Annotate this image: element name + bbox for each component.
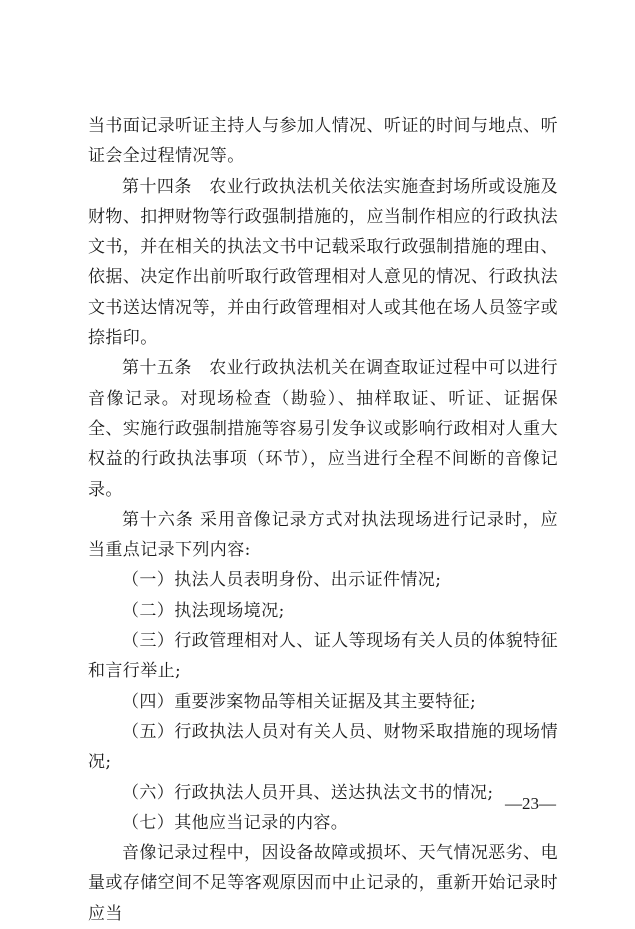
paragraph-article-14: 第十四条 农业行政执法机关依法实施查封场所或设施及财物、扣押财物等行政强制措施的，应当制作相应的行政执法文书，并在相关的执法文书中记载采取行政强制措施的理由、依据、决定作出前听取行政管理相对人意见的情况、行政执法文书送达情况等，并由行政管理相对人或其他在场人员签字或捺指印。 [88, 176, 558, 349]
paragraph-article-16: 第十六条 采用音像记录方式对执法现场进行记录时，应当重点记录下列内容: [88, 509, 558, 561]
list-item-4: （四）重要涉案物品等相关证据及其主要特征; [122, 691, 477, 712]
list-item-2: （二）执法现场境况; [122, 600, 285, 621]
paragraph-recording-interruption: 音像记录过程中，因设备故障或损坏、天气情况恶劣、电量或存储空间不足等客观原因而中止记录的，重新开始记录时应当 [88, 843, 558, 924]
list-item-6: （六）行政执法人员开具、送达执法文书的情况; [122, 782, 494, 803]
paragraph-article-15: 第十五条 农业行政执法机关在调查取证过程中可以进行音像记录。对现场检查（勘验）、抽样取证、听证、证据保全、实施行政强制措施等容易引发争议或影响行政相对人重大权益的行政执法事项（环节），应当进行全程不间断的音像记录。 [88, 358, 558, 500]
list-item-5: （五）行政执法人员对有关人员、财物采取措施的现场情况; [88, 721, 558, 773]
list-item-1: （一）执法人员表明身份、出示证件情况; [122, 570, 442, 591]
document-body [88, 111, 558, 929]
list-item-7: （七）其他应当记录的内容。 [122, 812, 349, 833]
page-number: —23— [505, 794, 556, 813]
list-item-3: （三）行政管理相对人、证人等现场有关人员的体貌特征和言行举止; [88, 631, 558, 682]
paragraph-continuation: 当书面记录听证主持人与参加人情况、听证的时间与地点、听证会全过程情况等。 [88, 116, 558, 167]
